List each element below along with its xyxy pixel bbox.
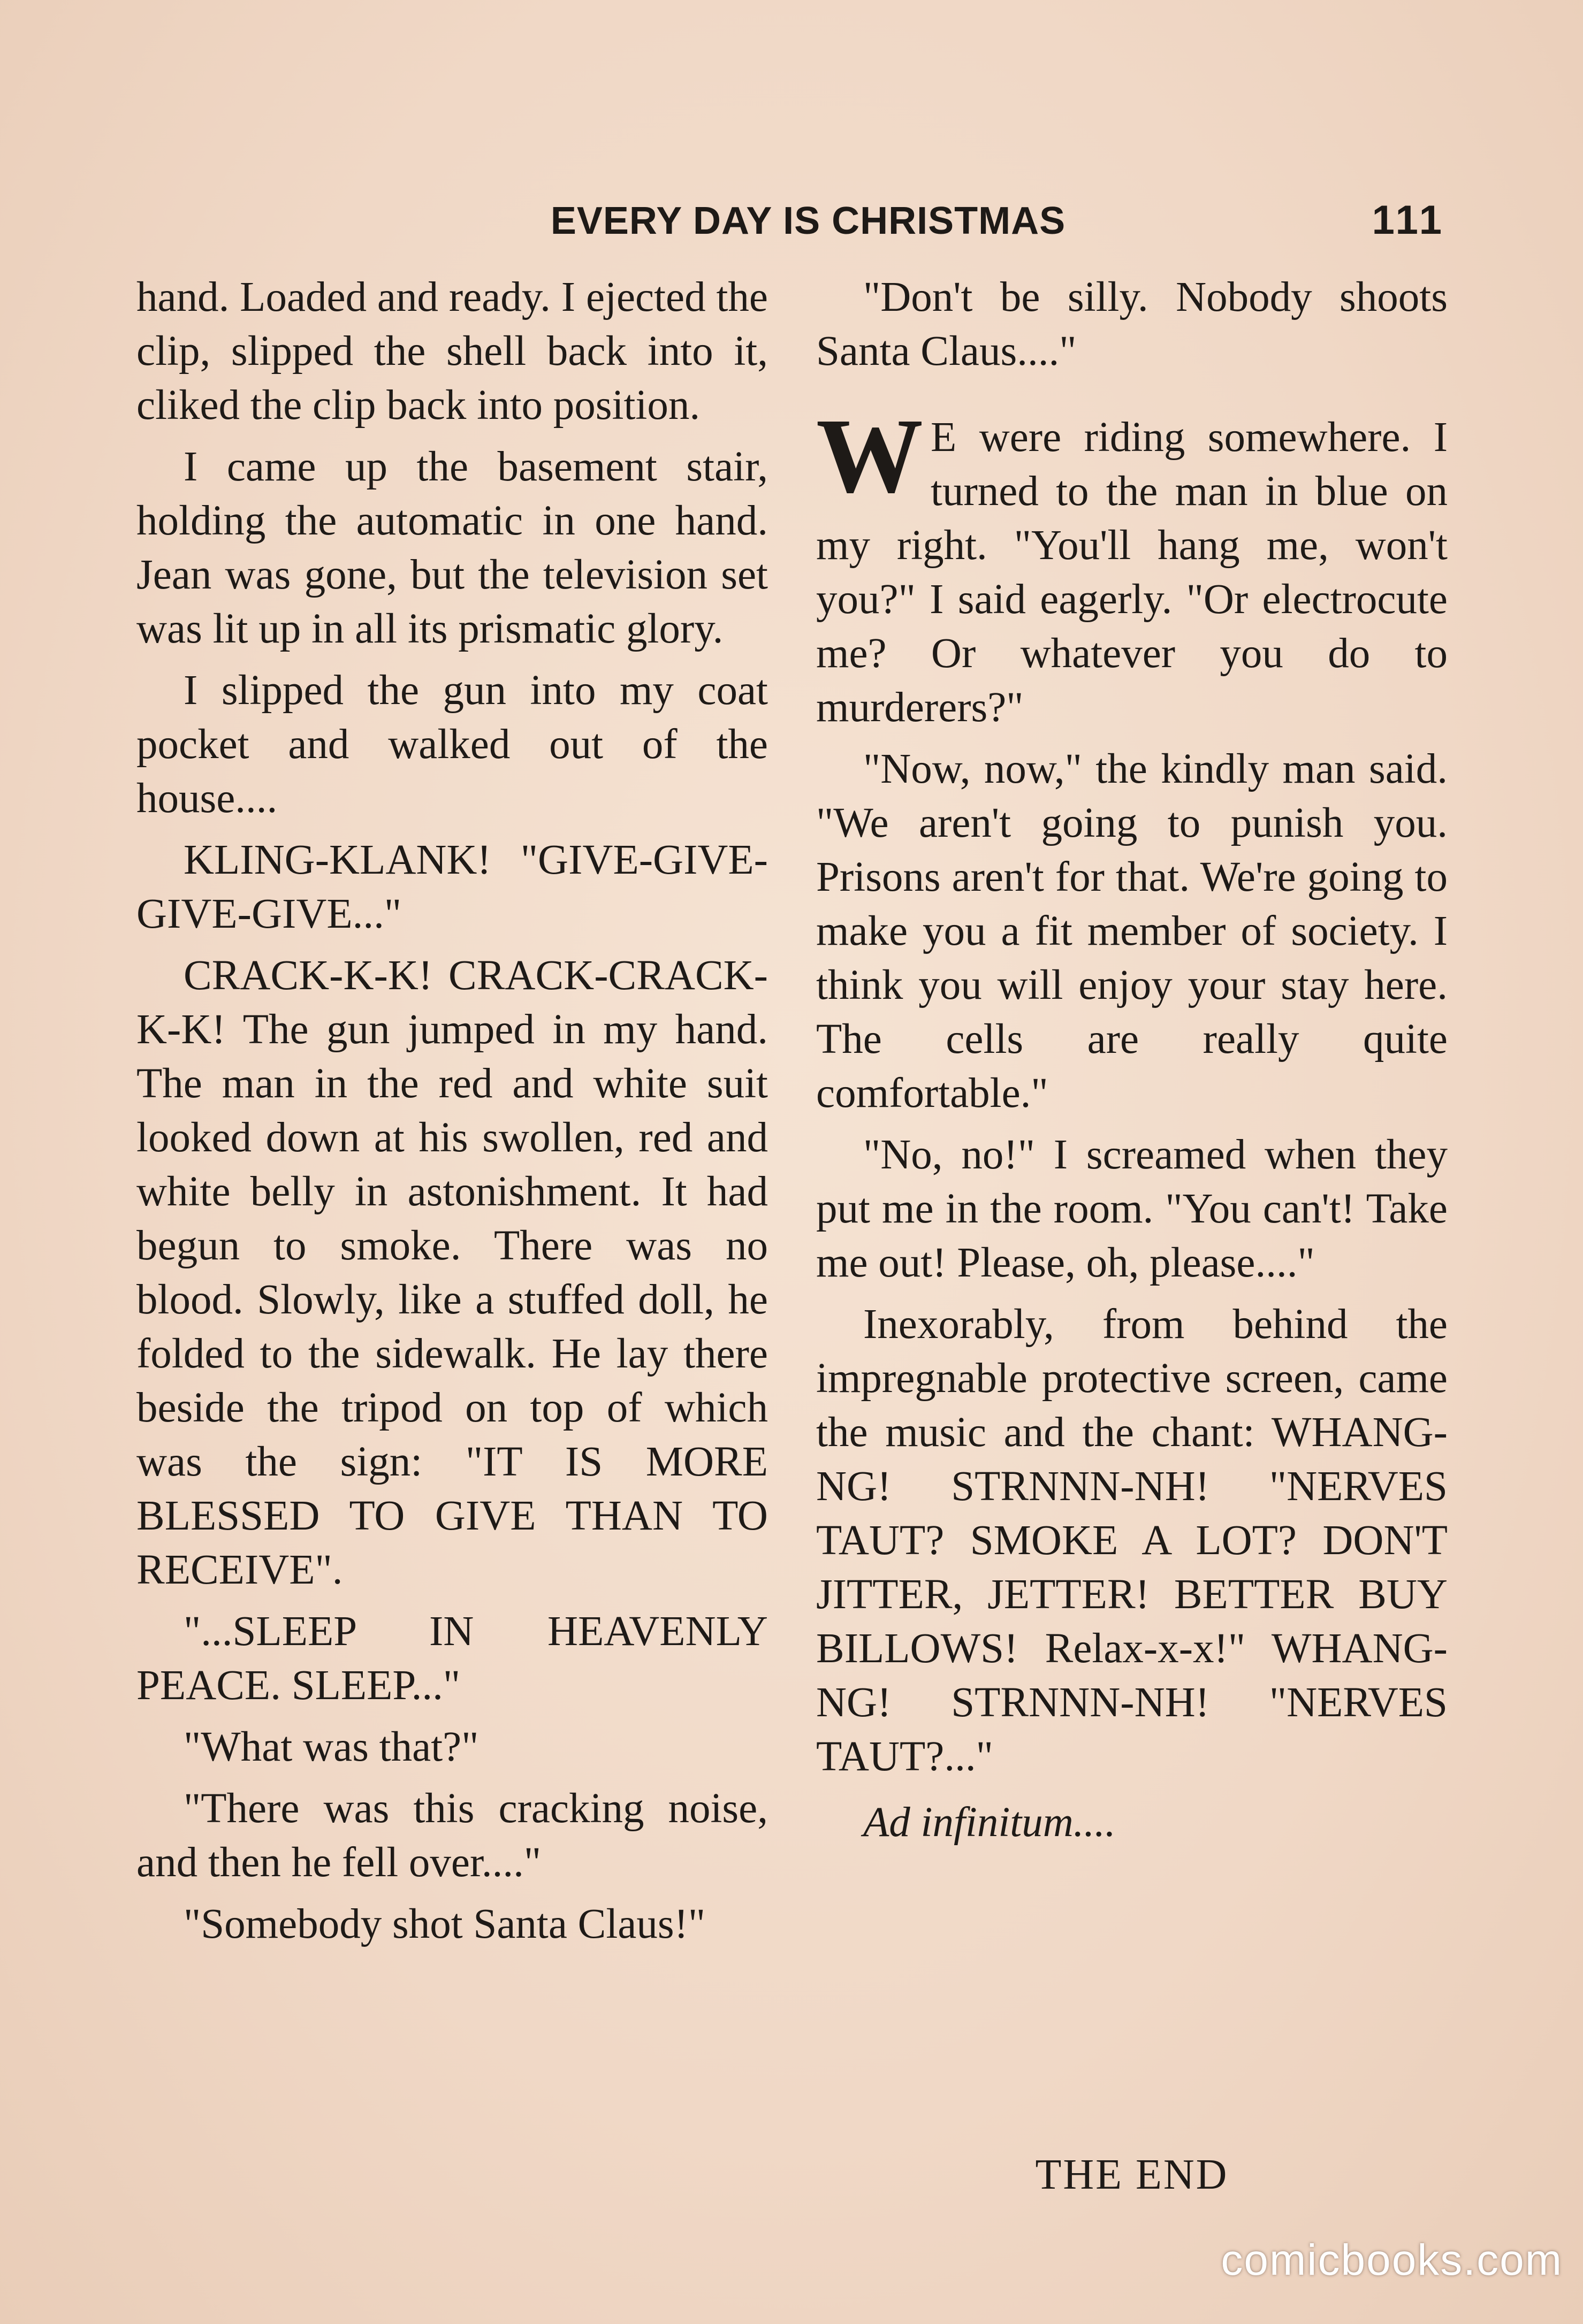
left-column: [136, 270, 768, 1959]
paragraph: "...SLEEP IN HEAVENLY PEACE. SLEEP...": [136, 1608, 768, 1709]
closing-line: Ad infinitum....: [863, 1799, 1116, 1846]
paragraph: CRACK-K-K! CRACK-CRACK-K-K! The gun jumped in my hand. The man in the red and white suit looked down at his swollen, red and white belly in astonishment. It had begun to smoke. There was no blood. Slowly, like a stuffed doll, he folded to the sidewalk. He lay there beside the tripod on top of which was the sign: "IT IS MORE BLESSED TO GIVE THAN TO RECEIVE".: [136, 952, 768, 1593]
paragraph: I slipped the gun into my coat pocket and walked out of the house....: [136, 667, 768, 822]
paragraph: Inexorably, from behind the impregnable protective screen, came the music and the chant: WHANG-NG! STRNNN-NH! "NERVES TAUT? SMOKE A LOT? DON'T JITTER, JETTER! BETTER BUY BILLOWS! Relax-x-x!" WHANG-NG! STRNNN-NH! "NERVES TAUT?...": [816, 1301, 1448, 1780]
paragraph: hand. Loaded and ready. I ejected the clip, slipped the shell back into it, cliked the clip back into position.: [136, 274, 768, 429]
paragraph: "What was that?": [184, 1724, 479, 1770]
paragraph: "Don't be silly. Nobody shoots Santa Claus....": [816, 274, 1448, 374]
paragraph: "Now, now," the kindly man said. "We aren't going to punish you. Prisons aren't for that. We're going to make you a fit member of society. I think you will enjoy your stay here. The cells are really quite comfortable.": [816, 746, 1448, 1117]
paragraph: "No, no!" I screamed when they put me in the room. "You can't! Take me out! Please, oh, please....": [816, 1132, 1448, 1286]
paragraph-text: E were riding somewhere. I turned to the man in blue on my right. "You'll hang me, won't you?" I said eagerly. "Or electrocute me? Or whatever you do to murderers?": [816, 414, 1448, 731]
running-title: EVERY DAY IS CHRISTMAS: [550, 200, 1066, 242]
drop-cap: W: [816, 397, 923, 515]
section-opening-paragraph: [816, 397, 1448, 735]
paragraph: KLING-KLANK! "GIVE-GIVE-GIVE-GIVE...": [136, 837, 768, 937]
paragraph: "Somebody shot Santa Claus!": [184, 1901, 706, 1947]
paragraph: I came up the basement stair, holding the automatic in one hand. Jean was gone, but the television set was lit up in all its prismatic glory.: [136, 444, 768, 652]
right-column: [816, 270, 1448, 1857]
page-number: 111: [1372, 197, 1445, 243]
the-end-label: THE END: [1035, 2151, 1229, 2198]
watermark-logo: comicbooks.com: [1221, 2236, 1563, 2284]
paragraph: "There was this cracking noise, and then he fell over....": [136, 1785, 768, 1886]
